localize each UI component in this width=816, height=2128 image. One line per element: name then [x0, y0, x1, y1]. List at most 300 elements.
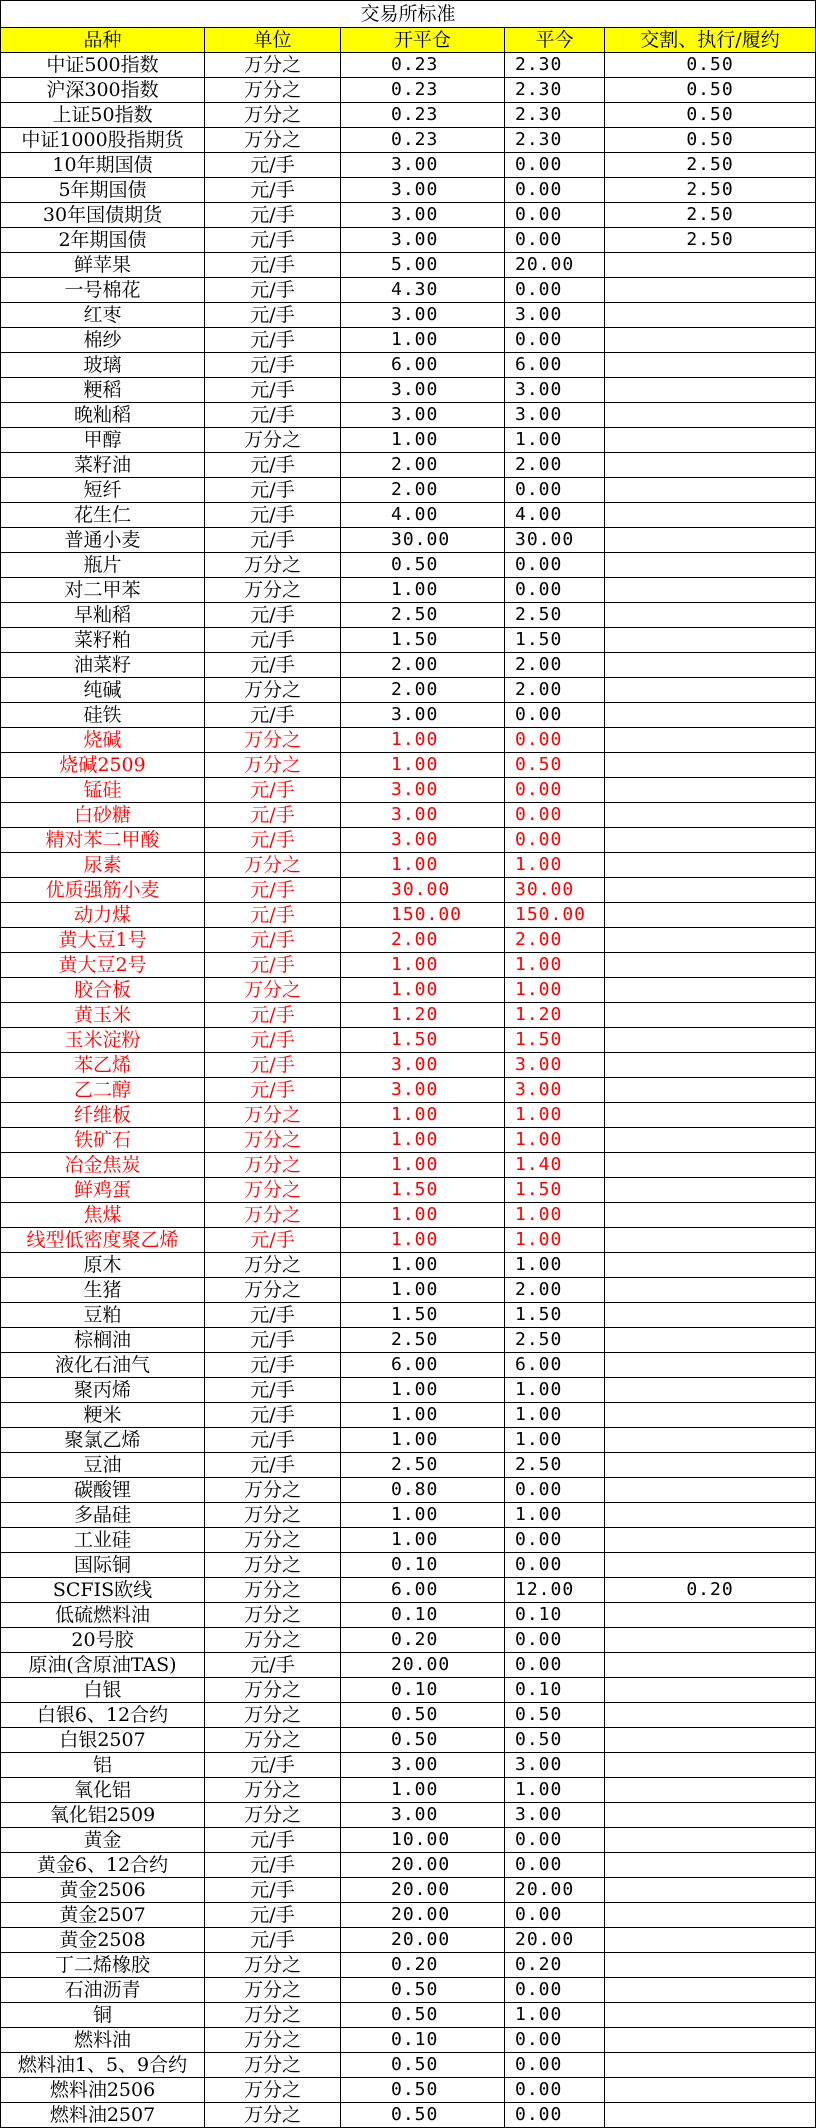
table-row — [1, 303, 816, 328]
variety-cell: 尿素 — [1, 853, 205, 878]
open-close-cell: 0.10 — [341, 1553, 505, 1578]
table-row — [1, 1753, 816, 1778]
unit-cell: 元/手 — [205, 1653, 341, 1678]
variety-cell: 粳米 — [1, 1403, 205, 1428]
table-row — [1, 1803, 816, 1828]
variety-cell: 燃料油1、5、9合约 — [1, 2053, 205, 2078]
unit-cell: 万分之 — [205, 2003, 341, 2028]
delivery-cell — [605, 378, 816, 403]
unit-cell: 万分之 — [205, 1978, 341, 2003]
unit-cell: 元/手 — [205, 1903, 341, 1928]
unit-cell: 元/手 — [205, 1053, 341, 1078]
table-row — [1, 1353, 816, 1378]
unit-cell: 元/手 — [205, 1853, 341, 1878]
unit-cell: 元/手 — [205, 528, 341, 553]
delivery-cell — [605, 1203, 816, 1228]
variety-cell: 白银 — [1, 1678, 205, 1703]
open-close-cell: 3.00 — [341, 1078, 505, 1103]
open-close-cell: 1.00 — [341, 1528, 505, 1553]
delivery-cell — [605, 1328, 816, 1353]
close-today-cell: 0.00 — [505, 2078, 605, 2103]
open-close-cell: 1.00 — [341, 753, 505, 778]
open-close-cell: 0.23 — [341, 128, 505, 153]
close-today-cell: 0.00 — [505, 578, 605, 603]
variety-cell: 原油(含原油TAS) — [1, 1653, 205, 1678]
variety-cell: 菜籽粕 — [1, 628, 205, 653]
variety-cell: 一号棉花 — [1, 278, 205, 303]
variety-cell: 碳酸锂 — [1, 1478, 205, 1503]
table-row — [1, 2003, 816, 2028]
delivery-cell — [605, 1353, 816, 1378]
unit-cell: 元/手 — [205, 1078, 341, 1103]
variety-cell: 豆油 — [1, 1453, 205, 1478]
table-row — [1, 528, 816, 553]
variety-cell: 燃料油2507 — [1, 2103, 205, 2128]
unit-cell: 元/手 — [205, 503, 341, 528]
unit-cell: 元/手 — [205, 1928, 341, 1953]
delivery-cell — [605, 428, 816, 453]
unit-cell: 元/手 — [205, 328, 341, 353]
unit-cell: 元/手 — [205, 203, 341, 228]
close-today-cell: 3.00 — [505, 378, 605, 403]
delivery-cell — [605, 1078, 816, 1103]
close-today-cell: 0.00 — [505, 1628, 605, 1653]
open-close-cell: 150.00 — [341, 903, 505, 928]
variety-cell: 原木 — [1, 1253, 205, 1278]
open-close-cell: 0.50 — [341, 2003, 505, 2028]
unit-cell: 万分之 — [205, 53, 341, 78]
delivery-cell — [605, 1778, 816, 1803]
variety-cell: 铁矿石 — [1, 1128, 205, 1153]
open-close-cell: 1.00 — [341, 1253, 505, 1278]
table-row — [1, 1303, 816, 1328]
unit-cell: 万分之 — [205, 1803, 341, 1828]
delivery-cell — [605, 2078, 816, 2103]
variety-cell: 菜籽油 — [1, 453, 205, 478]
table-row — [1, 2103, 816, 2128]
open-close-cell: 3.00 — [341, 203, 505, 228]
variety-cell: 液化石油气 — [1, 1353, 205, 1378]
table-row — [1, 978, 816, 1003]
delivery-cell — [605, 1478, 816, 1503]
delivery-cell — [605, 1603, 816, 1628]
table-row — [1, 1503, 816, 1528]
table-row — [1, 478, 816, 503]
close-today-cell: 2.30 — [505, 78, 605, 103]
open-close-cell: 1.20 — [341, 1003, 505, 1028]
unit-cell: 万分之 — [205, 1203, 341, 1228]
open-close-cell: 3.00 — [341, 228, 505, 253]
close-today-cell: 4.00 — [505, 503, 605, 528]
delivery-cell — [605, 1128, 816, 1153]
delivery-cell — [605, 653, 816, 678]
unit-cell: 万分之 — [205, 1553, 341, 1578]
close-today-cell: 0.00 — [505, 328, 605, 353]
table-row — [1, 703, 816, 728]
variety-cell: 烧碱 — [1, 728, 205, 753]
variety-cell: 早籼稻 — [1, 603, 205, 628]
delivery-cell — [605, 878, 816, 903]
delivery-cell — [605, 1503, 816, 1528]
unit-cell: 元/手 — [205, 1303, 341, 1328]
open-close-cell: 5.00 — [341, 253, 505, 278]
table-row — [1, 128, 816, 153]
open-close-cell: 1.50 — [341, 1178, 505, 1203]
delivery-cell — [605, 2053, 816, 2078]
unit-cell: 元/手 — [205, 1353, 341, 1378]
close-today-cell: 2.50 — [505, 1328, 605, 1353]
close-today-cell: 2.30 — [505, 103, 605, 128]
variety-cell: 低硫燃料油 — [1, 1603, 205, 1628]
delivery-cell: 2.50 — [605, 228, 816, 253]
open-close-cell: 1.00 — [341, 953, 505, 978]
variety-cell: 白银6、12合约 — [1, 1703, 205, 1728]
unit-cell: 万分之 — [205, 1628, 341, 1653]
table-row — [1, 1553, 816, 1578]
unit-cell: 万分之 — [205, 2053, 341, 2078]
close-today-cell: 3.00 — [505, 1078, 605, 1103]
close-today-cell: 0.00 — [505, 1553, 605, 1578]
open-close-cell: 0.10 — [341, 1678, 505, 1703]
open-close-cell: 1.00 — [341, 1128, 505, 1153]
unit-cell: 元/手 — [205, 703, 341, 728]
delivery-cell — [605, 1853, 816, 1878]
open-close-cell: 1.50 — [341, 1303, 505, 1328]
close-today-cell: 1.00 — [505, 978, 605, 1003]
table-row — [1, 1103, 816, 1128]
open-close-cell: 1.00 — [341, 1778, 505, 1803]
table-row — [1, 328, 816, 353]
variety-cell: 棉纱 — [1, 328, 205, 353]
open-close-cell: 2.50 — [341, 603, 505, 628]
variety-cell: 燃料油 — [1, 2028, 205, 2053]
variety-cell: 对二甲苯 — [1, 578, 205, 603]
unit-cell: 元/手 — [205, 278, 341, 303]
close-today-cell: 30.00 — [505, 528, 605, 553]
close-today-cell: 0.00 — [505, 1828, 605, 1853]
delivery-cell — [605, 1678, 816, 1703]
close-today-cell: 0.00 — [505, 228, 605, 253]
open-close-cell: 1.00 — [341, 428, 505, 453]
close-today-cell: 0.00 — [505, 1478, 605, 1503]
variety-cell: 瓶片 — [1, 553, 205, 578]
delivery-cell — [605, 1178, 816, 1203]
unit-cell: 万分之 — [205, 1128, 341, 1153]
close-today-cell: 6.00 — [505, 1353, 605, 1378]
close-today-cell: 1.50 — [505, 628, 605, 653]
delivery-cell — [605, 1728, 816, 1753]
delivery-cell — [605, 903, 816, 928]
unit-cell: 元/手 — [205, 403, 341, 428]
close-today-cell: 1.50 — [505, 1028, 605, 1053]
table-row — [1, 103, 816, 128]
unit-cell: 元/手 — [205, 1028, 341, 1053]
delivery-cell: 2.50 — [605, 153, 816, 178]
delivery-cell — [605, 1803, 816, 1828]
delivery-cell — [605, 1228, 816, 1253]
close-today-cell: 2.00 — [505, 653, 605, 678]
open-close-cell: 0.50 — [341, 1703, 505, 1728]
table-row — [1, 778, 816, 803]
table-row — [1, 1228, 816, 1253]
table-row — [1, 453, 816, 478]
close-today-cell: 2.50 — [505, 1453, 605, 1478]
close-today-cell: 2.50 — [505, 603, 605, 628]
open-close-cell: 3.00 — [341, 1053, 505, 1078]
delivery-cell — [605, 678, 816, 703]
unit-cell: 万分之 — [205, 1728, 341, 1753]
close-today-cell: 1.00 — [505, 1103, 605, 1128]
open-close-cell: 3.00 — [341, 303, 505, 328]
unit-cell: 万分之 — [205, 428, 341, 453]
open-close-cell: 20.00 — [341, 1878, 505, 1903]
variety-cell: 白砂糖 — [1, 803, 205, 828]
close-today-cell: 0.10 — [505, 1603, 605, 1628]
close-today-cell: 1.50 — [505, 1178, 605, 1203]
unit-cell: 万分之 — [205, 753, 341, 778]
table-row — [1, 1828, 816, 1853]
close-today-cell: 1.00 — [505, 2003, 605, 2028]
delivery-cell — [605, 1953, 816, 1978]
variety-cell: 2年期国债 — [1, 228, 205, 253]
close-today-cell: 3.00 — [505, 1753, 605, 1778]
variety-cell: 生猪 — [1, 1278, 205, 1303]
table-row — [1, 1453, 816, 1478]
variety-cell: 线型低密度聚乙烯 — [1, 1228, 205, 1253]
unit-cell: 元/手 — [205, 1753, 341, 1778]
close-today-cell: 0.50 — [505, 753, 605, 778]
open-close-cell: 3.00 — [341, 828, 505, 853]
close-today-cell: 0.00 — [505, 703, 605, 728]
open-close-cell: 3.00 — [341, 1753, 505, 1778]
delivery-cell — [605, 353, 816, 378]
open-close-cell: 0.10 — [341, 2028, 505, 2053]
unit-cell: 万分之 — [205, 1578, 341, 1603]
table-row — [1, 803, 816, 828]
table-row — [1, 2028, 816, 2053]
variety-cell: 铝 — [1, 1753, 205, 1778]
delivery-cell — [605, 403, 816, 428]
unit-cell: 元/手 — [205, 453, 341, 478]
table-row — [1, 603, 816, 628]
unit-cell: 万分之 — [205, 978, 341, 1003]
variety-cell: 黄金2508 — [1, 1928, 205, 1953]
open-close-cell: 2.00 — [341, 678, 505, 703]
variety-cell: 聚丙烯 — [1, 1378, 205, 1403]
open-close-cell: 1.00 — [341, 1103, 505, 1128]
table-row — [1, 1378, 816, 1403]
unit-cell: 元/手 — [205, 353, 341, 378]
variety-cell: 黄大豆1号 — [1, 928, 205, 953]
table-row — [1, 1578, 816, 1603]
delivery-cell — [605, 278, 816, 303]
open-close-cell: 30.00 — [341, 528, 505, 553]
variety-cell: 黄金 — [1, 1828, 205, 1853]
close-today-cell: 1.00 — [505, 1428, 605, 1453]
unit-cell: 元/手 — [205, 878, 341, 903]
unit-cell: 元/手 — [205, 778, 341, 803]
variety-cell: 锰硅 — [1, 778, 205, 803]
unit-cell: 万分之 — [205, 1103, 341, 1128]
variety-cell: 聚氯乙烯 — [1, 1428, 205, 1453]
close-today-cell: 0.00 — [505, 1528, 605, 1553]
open-close-cell: 1.00 — [341, 1153, 505, 1178]
open-close-cell: 0.50 — [341, 2078, 505, 2103]
variety-cell: 上证50指数 — [1, 103, 205, 128]
delivery-cell — [605, 1378, 816, 1403]
table-row — [1, 653, 816, 678]
unit-cell: 元/手 — [205, 1878, 341, 1903]
delivery-cell — [605, 2028, 816, 2053]
unit-cell: 元/手 — [205, 1328, 341, 1353]
delivery-cell — [605, 1828, 816, 1853]
unit-cell: 元/手 — [205, 228, 341, 253]
open-close-cell: 1.00 — [341, 1378, 505, 1403]
close-today-cell: 0.00 — [505, 478, 605, 503]
delivery-cell — [605, 1253, 816, 1278]
variety-cell: 油菜籽 — [1, 653, 205, 678]
table-row — [1, 2078, 816, 2103]
close-today-cell: 12.00 — [505, 1578, 605, 1603]
table-row — [1, 428, 816, 453]
close-today-cell: 1.00 — [505, 853, 605, 878]
close-today-cell: 20.00 — [505, 1878, 605, 1903]
close-today-cell: 30.00 — [505, 878, 605, 903]
delivery-cell — [605, 1153, 816, 1178]
header-unit: 单位 — [205, 28, 341, 53]
table-row — [1, 178, 816, 203]
table-title: 交易所标准 — [1, 1, 816, 28]
variety-cell: 10年期国债 — [1, 153, 205, 178]
unit-cell: 元/手 — [205, 153, 341, 178]
close-today-cell: 0.00 — [505, 803, 605, 828]
unit-cell: 万分之 — [205, 1478, 341, 1503]
delivery-cell — [605, 328, 816, 353]
close-today-cell: 0.00 — [505, 728, 605, 753]
delivery-cell — [605, 2103, 816, 2128]
open-close-cell: 2.50 — [341, 1328, 505, 1353]
table-row — [1, 1953, 816, 1978]
open-close-cell: 0.50 — [341, 1978, 505, 2003]
close-today-cell: 0.00 — [505, 2103, 605, 2128]
table-row — [1, 1028, 816, 1053]
delivery-cell: 2.50 — [605, 203, 816, 228]
table-row — [1, 1478, 816, 1503]
variety-cell: 20号胶 — [1, 1628, 205, 1653]
variety-cell: 硅铁 — [1, 703, 205, 728]
close-today-cell: 3.00 — [505, 303, 605, 328]
delivery-cell — [605, 553, 816, 578]
open-close-cell: 1.00 — [341, 978, 505, 1003]
open-close-cell: 1.50 — [341, 628, 505, 653]
table-row — [1, 1053, 816, 1078]
open-close-cell: 3.00 — [341, 1803, 505, 1828]
open-close-cell: 3.00 — [341, 153, 505, 178]
variety-cell: 5年期国债 — [1, 178, 205, 203]
variety-cell: 黄大豆2号 — [1, 953, 205, 978]
close-today-cell: 1.00 — [505, 1253, 605, 1278]
unit-cell: 元/手 — [205, 628, 341, 653]
delivery-cell — [605, 1028, 816, 1053]
variety-cell: 花生仁 — [1, 503, 205, 528]
variety-cell: 燃料油2506 — [1, 2078, 205, 2103]
delivery-cell — [605, 253, 816, 278]
table-row — [1, 1928, 816, 1953]
table-row — [1, 728, 816, 753]
open-close-cell: 0.80 — [341, 1478, 505, 1503]
unit-cell: 元/手 — [205, 928, 341, 953]
table-row — [1, 1728, 816, 1753]
delivery-cell — [605, 1703, 816, 1728]
delivery-cell: 0.50 — [605, 103, 816, 128]
close-today-cell: 0.00 — [505, 1653, 605, 1678]
open-close-cell: 1.00 — [341, 1428, 505, 1453]
unit-cell: 万分之 — [205, 1678, 341, 1703]
table-row — [1, 1778, 816, 1803]
variety-cell: 多晶硅 — [1, 1503, 205, 1528]
variety-cell: 黄金6、12合约 — [1, 1853, 205, 1878]
close-today-cell: 0.00 — [505, 203, 605, 228]
unit-cell: 元/手 — [205, 953, 341, 978]
delivery-cell — [605, 1753, 816, 1778]
variety-cell: 鲜鸡蛋 — [1, 1178, 205, 1203]
delivery-cell — [605, 1278, 816, 1303]
unit-cell: 万分之 — [205, 103, 341, 128]
open-close-cell: 0.20 — [341, 1628, 505, 1653]
close-today-cell: 1.00 — [505, 1203, 605, 1228]
delivery-cell — [605, 1003, 816, 1028]
delivery-cell — [605, 753, 816, 778]
delivery-cell — [605, 603, 816, 628]
variety-cell: 氧化铝2509 — [1, 1803, 205, 1828]
variety-cell: 胶合板 — [1, 978, 205, 1003]
header-close-today: 平今 — [505, 28, 605, 53]
unit-cell: 万分之 — [205, 128, 341, 153]
variety-cell: SCFIS欧线 — [1, 1578, 205, 1603]
unit-cell: 万分之 — [205, 1528, 341, 1553]
table-row — [1, 378, 816, 403]
open-close-cell: 6.00 — [341, 353, 505, 378]
table-row — [1, 403, 816, 428]
open-close-cell: 10.00 — [341, 1828, 505, 1853]
open-close-cell: 1.50 — [341, 1028, 505, 1053]
variety-cell: 精对苯二甲酸 — [1, 828, 205, 853]
unit-cell: 元/手 — [205, 478, 341, 503]
open-close-cell: 0.10 — [341, 1603, 505, 1628]
close-today-cell: 2.30 — [505, 53, 605, 78]
unit-cell: 元/手 — [205, 603, 341, 628]
variety-cell: 沪深300指数 — [1, 78, 205, 103]
variety-cell: 黄金2507 — [1, 1903, 205, 1928]
unit-cell: 元/手 — [205, 1403, 341, 1428]
open-close-cell: 20.00 — [341, 1853, 505, 1878]
delivery-cell — [605, 1553, 816, 1578]
close-today-cell: 1.00 — [505, 1378, 605, 1403]
delivery-cell — [605, 1878, 816, 1903]
table-row — [1, 253, 816, 278]
table-row — [1, 153, 816, 178]
unit-cell: 元/手 — [205, 1828, 341, 1853]
variety-cell: 玻璃 — [1, 353, 205, 378]
open-close-cell: 3.00 — [341, 778, 505, 803]
open-close-cell: 0.50 — [341, 2103, 505, 2128]
table-row — [1, 1903, 816, 1928]
table-row — [1, 878, 816, 903]
delivery-cell — [605, 1103, 816, 1128]
close-today-cell: 0.00 — [505, 153, 605, 178]
open-close-cell: 6.00 — [341, 1353, 505, 1378]
open-close-cell: 3.00 — [341, 703, 505, 728]
